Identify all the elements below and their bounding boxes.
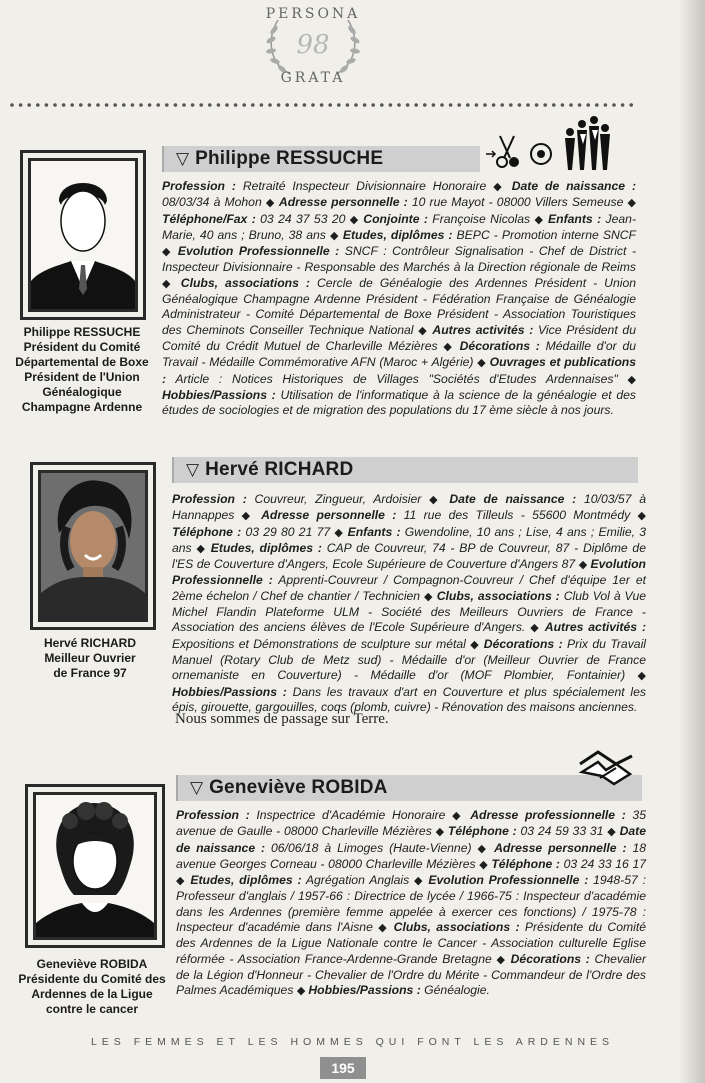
page-number: 195 — [320, 1057, 366, 1079]
footer-text: LES FEMMES ET LES HOMMES QUI FONT LES ARDENNES — [90, 1036, 615, 1048]
separator-dot — [148, 103, 152, 107]
bio-field-label: Téléphone : — [447, 824, 517, 839]
separator-dot — [526, 103, 530, 107]
bio-field-label: Date de naissance : — [176, 824, 646, 855]
caption-richard: Hervé RICHARD Meilleur Ouvrier de France 97 — [43, 636, 137, 680]
separator-dot — [457, 103, 461, 107]
bio-field-label: Autres activités : — [544, 620, 647, 635]
bio-field-label: Hobbies/Passions : — [162, 387, 276, 402]
separator-dot — [363, 103, 367, 107]
bio-richard — [172, 492, 646, 715]
boxing-gloves-icon — [484, 132, 528, 172]
bio-field-value: Retraité Inspecteur Divisionnaire Honoraire — [235, 179, 494, 193]
bio-field-value: Agrégation Anglais — [301, 873, 414, 888]
separator-dot — [105, 103, 109, 107]
diamond-separator-icon: ◆ — [637, 510, 646, 523]
bio-field-value: 10 rue Mayot - 08000 Villers Semeuse — [407, 195, 628, 210]
bio-field-label: Evolution Professionnelle : — [172, 557, 647, 588]
separator-dot — [604, 103, 608, 107]
bio-field-value: 10/03/57 à Hannappes — [172, 492, 646, 523]
separator-dot — [371, 103, 375, 107]
bio-field-value: 18 avenue Georges Corneau - 08000 Charleville Mézières — [176, 840, 647, 871]
bio-field-value: Expositions et Démonstrations de sculpture sur métal — [172, 636, 471, 651]
bio-field-value: 03 24 33 16 17 — [560, 856, 647, 871]
bio-field-label: Clubs, associations : — [180, 275, 310, 290]
separator-dot — [509, 103, 513, 107]
separator-dot — [156, 103, 160, 107]
diamond-separator-icon: ◆ — [378, 922, 394, 935]
bio-field-value: 03 24 59 33 31 — [516, 824, 608, 839]
bio-field-value: 03 24 37 53 20 — [255, 211, 350, 226]
diamond-separator-icon: ◆ — [418, 324, 433, 337]
bio-field-label: Décorations : — [459, 338, 540, 353]
separator-dot — [277, 103, 281, 107]
bio-field-value: Dans les travaux d'art en Couverture et plus spécialement les épis, girouette, gargouilles, coqs (plomb, cuivre) - Rénovation des maisons anciennes. — [172, 684, 646, 714]
separator-dot — [337, 103, 341, 107]
bio-field-label: Profession : — [176, 808, 250, 822]
separator-dot — [96, 103, 100, 107]
separator-dot — [36, 103, 40, 107]
bio-field-value: Utilisation de l'informatique à la science de la généalogie et des études de sociologies et de migration des populations du 17 ème siècle à nos jours. — [162, 387, 636, 418]
separator-dot — [595, 103, 599, 107]
separator-dot — [19, 103, 23, 107]
triangle-down-icon: ▽ — [186, 460, 200, 480]
person-name: Philippe RESSUCHE — [195, 148, 384, 169]
separator-dot — [397, 103, 401, 107]
bio-field-label: Etudes, diplômes : — [210, 540, 322, 555]
bio-field-label: Décorations : — [510, 951, 590, 966]
triangle-down-icon: ▽ — [176, 149, 190, 169]
separator-dot — [569, 103, 573, 107]
diamond-separator-icon: ◆ — [196, 542, 211, 555]
diamond-separator-icon: ◆ — [627, 373, 636, 386]
bio-field-label: Adresse professionnelle : — [470, 808, 626, 822]
bio-field-value: Chevalier de la Légion d'Honneur - Chevalier de l'Ordre du Mérite - Commandeur de l'Ordre des Palmes Académiques — [176, 951, 646, 998]
separator-dot — [492, 103, 496, 107]
portrait-robida — [33, 792, 157, 940]
bio-field-label: Profession : — [172, 492, 247, 506]
separator-dot — [414, 103, 418, 107]
bio-field-value: Apprenti-Couvreur / Compagnon-Couvreur / Chef d'équipe 1er et 2ème échelon / Chef de chantier / Technicien — [172, 573, 647, 603]
separator-dot — [518, 103, 522, 107]
logo-bottom-text: GRATA — [280, 70, 346, 86]
people-group-icon — [560, 114, 610, 172]
separator-dot — [45, 103, 49, 107]
separator-dot — [62, 103, 66, 107]
bio-field-value: Généalogie. — [420, 983, 490, 998]
separator-dot — [449, 103, 453, 107]
diamond-separator-icon: ◆ — [176, 875, 191, 888]
separator-dot — [389, 103, 393, 107]
separator-dot — [586, 103, 590, 107]
bio-field-label: Téléphone : — [172, 524, 242, 539]
separator-dot — [483, 103, 487, 107]
separator-dot — [268, 103, 272, 107]
bio-field-value: BEPC - Promotion interne SNCF — [452, 227, 636, 242]
separator-dot — [251, 103, 255, 107]
page-edge-shadow — [679, 0, 705, 1083]
separator-dot — [122, 103, 126, 107]
diamond-separator-icon: ◆ — [477, 357, 490, 370]
separator-dot — [629, 103, 633, 107]
bio-field-value: Article : Notices Historiques de Villages "Sociétés d'Etudes Ardennaises" — [166, 371, 628, 386]
separator-dot — [131, 103, 135, 107]
person-name: Hervé RICHARD — [205, 459, 354, 480]
separator-dot — [260, 103, 264, 107]
separator-dot — [79, 103, 83, 107]
diamond-separator-icon: ◆ — [479, 858, 492, 871]
separator-dot — [346, 103, 350, 107]
bio-field-label: Téléphone : — [491, 856, 560, 871]
bio-field-label: Enfants : — [548, 211, 602, 226]
diamond-separator-icon: ◆ — [530, 622, 545, 635]
separator-dot — [182, 103, 186, 107]
separator-dot — [88, 103, 92, 107]
handshake-icon — [576, 748, 636, 788]
bio-field-label: Date de naissance : — [449, 492, 577, 506]
bio-field-value: Médaille d'or du Travail - Médaille Commémorative AFN (Maroc + Algérie) — [162, 338, 637, 370]
separator-dot — [320, 103, 324, 107]
bio-field-value: 11 rue des Tilleuls - 55600 Montmédy — [396, 508, 638, 523]
bio-field-value: Cercle de Généalogie des Ardennes Président - Union Généalogique Champagne Ardenne Président - Fédération Française de Généalogie Administrateur - Comité Départemental de Boxe Président - Association Touristiques des Cheminots Conseiller Technique National — [162, 275, 637, 337]
separator-dot — [432, 103, 436, 107]
bio-field-value: Prix du Travail Manuel (Rotary Club de Metz sud) - Médaille d'or (Meilleur Ouvrier de France ornemaniste en Couverture) - Médaille d'or (MOF Plombier, Fontainier) — [172, 636, 646, 683]
diamond-separator-icon: ◆ — [334, 526, 348, 539]
diamond-separator-icon: ◆ — [429, 494, 450, 506]
separator-dot — [552, 103, 556, 107]
separator-dot — [208, 103, 212, 107]
separator-dot — [27, 103, 31, 107]
bio-field-label: Conjointe : — [363, 211, 428, 226]
persona-grata-logo — [248, 2, 378, 92]
diamond-separator-icon: ◆ — [470, 638, 484, 651]
bio-field-value: SNCF : Contrôleur Signalisation - Chef de District - Inspecteur Divisionnaire - Responsable des Marchés à la Direction régionale de Reims — [162, 244, 637, 275]
separator-dot — [225, 103, 229, 107]
separator-dot — [165, 103, 169, 107]
diamond-separator-icon: ◆ — [637, 670, 646, 683]
separator-dot — [285, 103, 289, 107]
separator-dot — [621, 103, 625, 107]
separator-dot — [406, 103, 410, 107]
bio-field-label: Date de naissance : — [511, 179, 636, 193]
diamond-separator-icon: ◆ — [265, 197, 279, 210]
separator-dot — [70, 103, 74, 107]
separator-dot — [466, 103, 470, 107]
separator-dot — [578, 103, 582, 107]
separator-dot — [234, 103, 238, 107]
bio-field-label: Enfants : — [347, 524, 401, 539]
bio-field-label: Décorations : — [483, 636, 563, 651]
separator-dot — [10, 103, 14, 107]
diamond-separator-icon: ◆ — [452, 810, 471, 822]
bio-field-value: 1948-57 : Professeur d'anglais / 1957-66 : Directrice de lycée / 1966-75 : Inspecteur d'académie dans les Ardennes (première femme appelée à exercer ces fonctions) / 1975-78 : Inspecteur d'académie dans l'Aisne — [176, 873, 647, 935]
bio-field-value: Vice Président du Comité du Crédit Mutuel de Charleville Mézières — [162, 322, 636, 353]
name-bar-ressuche — [162, 146, 480, 172]
bio-field-label: Hobbies/Passions : — [172, 684, 287, 699]
bio-field-label: Autres activités : — [432, 322, 534, 337]
separator-dot — [242, 103, 246, 107]
separator-dot — [543, 103, 547, 107]
bio-field-label: Etudes, diplômes : — [342, 227, 453, 242]
triangle-down-icon: ▽ — [190, 778, 204, 798]
portrait-ressuche — [28, 158, 138, 312]
bio-field-label: Ouvrages et publications : — [162, 355, 636, 386]
separator-dot — [500, 103, 504, 107]
diamond-separator-icon: ◆ — [241, 510, 262, 523]
diamond-separator-icon: ◆ — [435, 826, 448, 839]
bio-field-value: Couvreur, Zingueur, Ardoisier — [246, 492, 430, 506]
bio-field-label: Adresse personnelle : — [278, 195, 408, 210]
separator-dot — [217, 103, 221, 107]
bio-field-value: 03 29 80 21 77 — [241, 524, 335, 539]
diamond-separator-icon: ◆ — [578, 559, 591, 572]
diamond-separator-icon: ◆ — [162, 277, 181, 290]
bio-field-label: Adresse personnelle : — [494, 840, 627, 855]
bio-robida — [176, 808, 646, 1000]
diamond-separator-icon: ◆ — [424, 590, 437, 603]
bio-field-value: Club Vol à Vue Michel Flandin Plateforme ULM - Société des Meilleurs Ouvriers de France - Association des anciens élèves de l'Ecole Supérieure d'Angers. — [172, 588, 647, 635]
diamond-separator-icon: ◆ — [534, 213, 549, 226]
bio-field-value: CAP de Couvreur, 74 - BP de Couvreur, 87 - Diplôme de l'ES de Couverture d'Angers, Ecole Supérieure de Couverture d'Angers 87 — [172, 540, 646, 572]
diamond-separator-icon: ◆ — [296, 985, 309, 998]
portrait-richard — [38, 470, 148, 622]
bio-field-value: 06/06/18 à Limoges (Haute-Vienne) — [265, 840, 478, 855]
name-bar-robida — [176, 775, 642, 801]
separator-dot — [139, 103, 143, 107]
separator-dot — [475, 103, 479, 107]
diamond-separator-icon: ◆ — [162, 246, 178, 259]
bio-field-label: Téléphone/Fax : — [162, 211, 256, 226]
bio-field-label: Evolution Professionnelle : — [177, 244, 340, 259]
separator-dot — [440, 103, 444, 107]
separator-dot — [174, 103, 178, 107]
bio-field-label: Hobbies/Passions : — [308, 983, 421, 998]
bio-field-label: Clubs, associations : — [436, 588, 560, 603]
diamond-separator-icon: ◆ — [413, 875, 429, 888]
person-name: Geneviève ROBIDA — [209, 777, 388, 798]
separator-dot — [535, 103, 539, 107]
motto-quote: Nous sommes de passage sur Terre. — [175, 711, 389, 727]
separator-dot — [612, 103, 616, 107]
diamond-separator-icon: ◆ — [443, 340, 460, 353]
caption-robida: Geneviève ROBIDA Présidente du Comité des Ardennes de la Ligue contre le cancer — [18, 957, 166, 1016]
separator-dot — [354, 103, 358, 107]
bio-field-value: Gwendoline, 10 ans ; Lise, 4 ans ; Emilie, 3 ans — [172, 524, 647, 555]
bio-field-value: 08/03/34 à Mohon — [162, 195, 266, 210]
separator-dot — [53, 103, 57, 107]
diamond-separator-icon: ◆ — [607, 826, 620, 839]
separator-dot — [561, 103, 565, 107]
separator-dot — [328, 103, 332, 107]
logo-number: 98 — [296, 30, 330, 60]
separator-dot — [191, 103, 195, 107]
bio-field-value: Inspectrice d'Académie Honoraire — [249, 808, 453, 822]
separator-dot — [423, 103, 427, 107]
bio-field-label: Evolution Professionnelle : — [428, 873, 589, 888]
bio-field-label: Etudes, diplômes : — [190, 873, 302, 888]
dotted-separator — [8, 100, 633, 110]
separator-dot — [113, 103, 117, 107]
scissors-icon — [528, 140, 554, 168]
logo-top-text: PERSONA — [265, 6, 361, 22]
diamond-separator-icon: ◆ — [349, 213, 364, 226]
caption-ressuche: Philippe RESSUCHE Président du Comité Départemental de Boxe Président de l'Union Généalogique Champagne Ardenne — [15, 325, 149, 414]
separator-dot — [311, 103, 315, 107]
bio-field-value: Présidente du Comité des Ardennes de la Ligue Nationale contre le Cancer - Association culturelle Eglise réformée - Association France-Ardenne-Grande Bretagne — [176, 920, 646, 966]
separator-dot — [199, 103, 203, 107]
bio-ressuche — [162, 179, 636, 418]
bio-field-label: Profession : — [162, 179, 236, 193]
separator-dot — [303, 103, 307, 107]
bio-field-value: Françoise Nicolas — [427, 211, 535, 226]
separator-dot — [380, 103, 384, 107]
diamond-separator-icon: ◆ — [477, 842, 495, 855]
separator-dot — [294, 103, 298, 107]
name-bar-richard — [172, 457, 638, 483]
bio-field-label: Adresse personnelle : — [261, 508, 397, 523]
diamond-separator-icon: ◆ — [493, 181, 512, 193]
bio-field-value: Jean-Marie, 40 ans ; Bruno, 38 ans — [162, 211, 637, 242]
bio-field-label: Clubs, associations : — [393, 920, 520, 935]
diamond-separator-icon: ◆ — [329, 229, 343, 242]
diamond-separator-icon: ◆ — [627, 197, 636, 210]
bio-field-value: 35 avenue de Gaulle - 08000 Charleville Mézières — [176, 808, 646, 839]
diamond-separator-icon: ◆ — [496, 953, 511, 966]
